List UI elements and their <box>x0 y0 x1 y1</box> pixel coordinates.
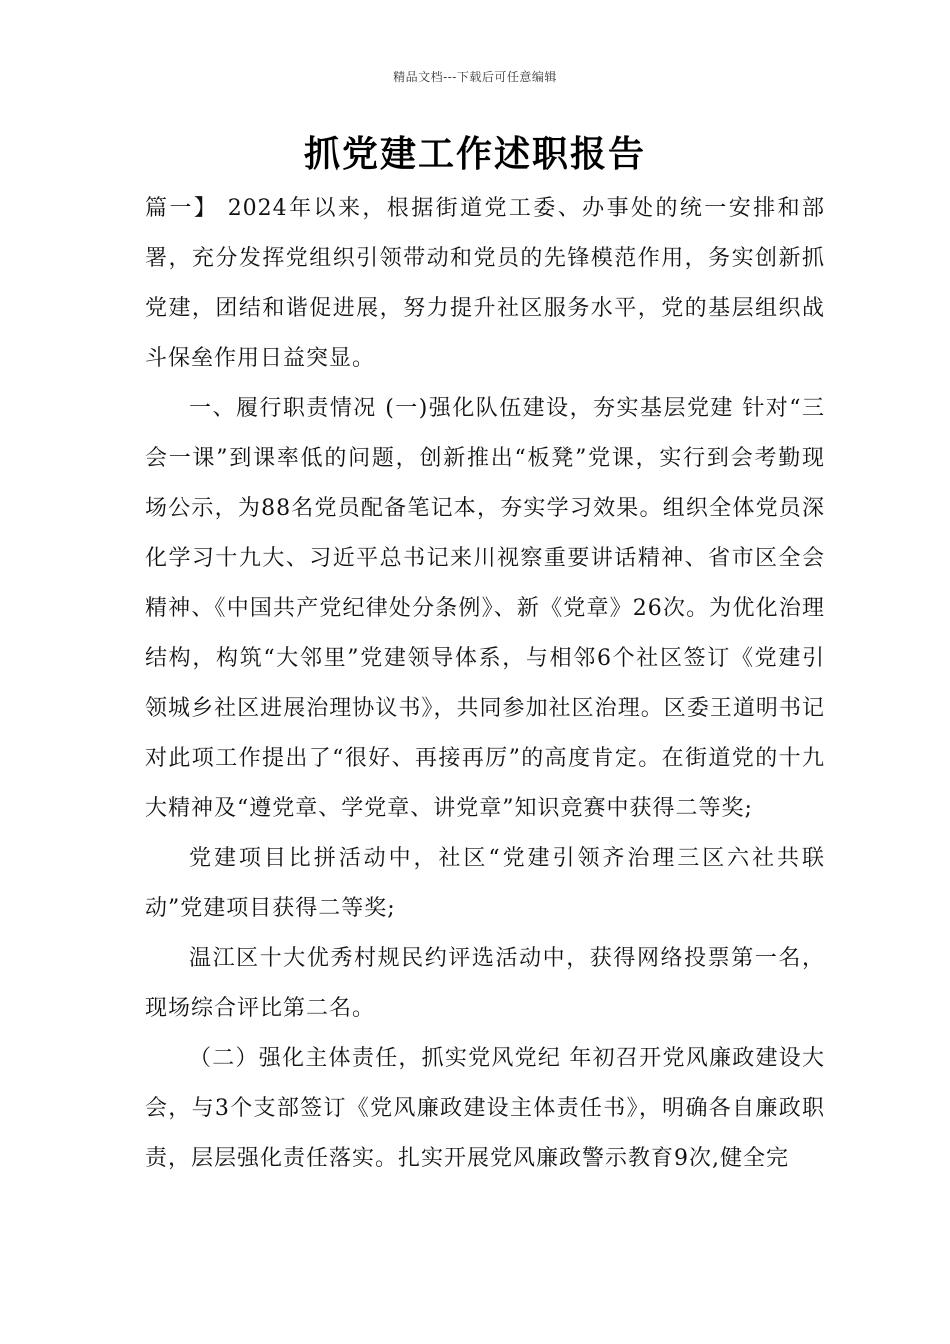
paragraph-intro: 篇一】 2024年以来，根据街道党工委、办事处的统一安排和部署，充分发挥党组织引领带动和党员的先锋模范作用，务实创新抓党建，团结和谐促进展，努力提升社区服务水平，党的基层组织战斗保垒作用日益突显。 <box>145 196 825 371</box>
paragraph-project-award: 党建项目比拼活动中，社区“党建引领齐治理三区六社共联动”党建项目获得二等奖; <box>145 846 825 921</box>
paragraph-village-rules-award: 温江区十大优秀村规民约评选活动中，获得网络投票第一名，现场综合评比第二名。 <box>145 946 825 1021</box>
paragraph-section-one: 一、履行职责情况 (一)强化队伍建设，夯实基层党建 针对“三会一课”到课率低的问题，创新推出“板凳”党课，实行到会考勤现场公示，为88名党员配备笔记本，夯实学习效果。组织全体党员深化学习十九大、习近平总书记来川视察重要讲话精神、省市区全会精神、《中国共产党纪律处分条例》、新《党章》26次。为优化治理结构，构筑“大邻里”党建领导体系，与相邻6个社区签订《党建引领城乡社区进展治理协议书》，共同参加社区治理。区委王道明书记对此项工作提出了“很好、再接再厉”的高度肯定。在街道党的十九大精神及“遵党章、学党章、讲党章”知识竞赛中获得二等奖; <box>145 396 825 821</box>
header-watermark: 精品文档---下载后可任意编辑 <box>393 70 557 84</box>
document-body <box>145 184 825 1184</box>
document-title: 抓党建工作述职报告 <box>303 134 646 175</box>
paragraph-section-two: （二）强化主体责任，抓实党风党纪 年初召开党风廉政建设大会，与3个支部签订《党风廉政建设主体责任书》，明确各自廉政职责，层层强化责任落实。扎实开展党风廉政警示教育9次,健全完 <box>145 1046 825 1171</box>
